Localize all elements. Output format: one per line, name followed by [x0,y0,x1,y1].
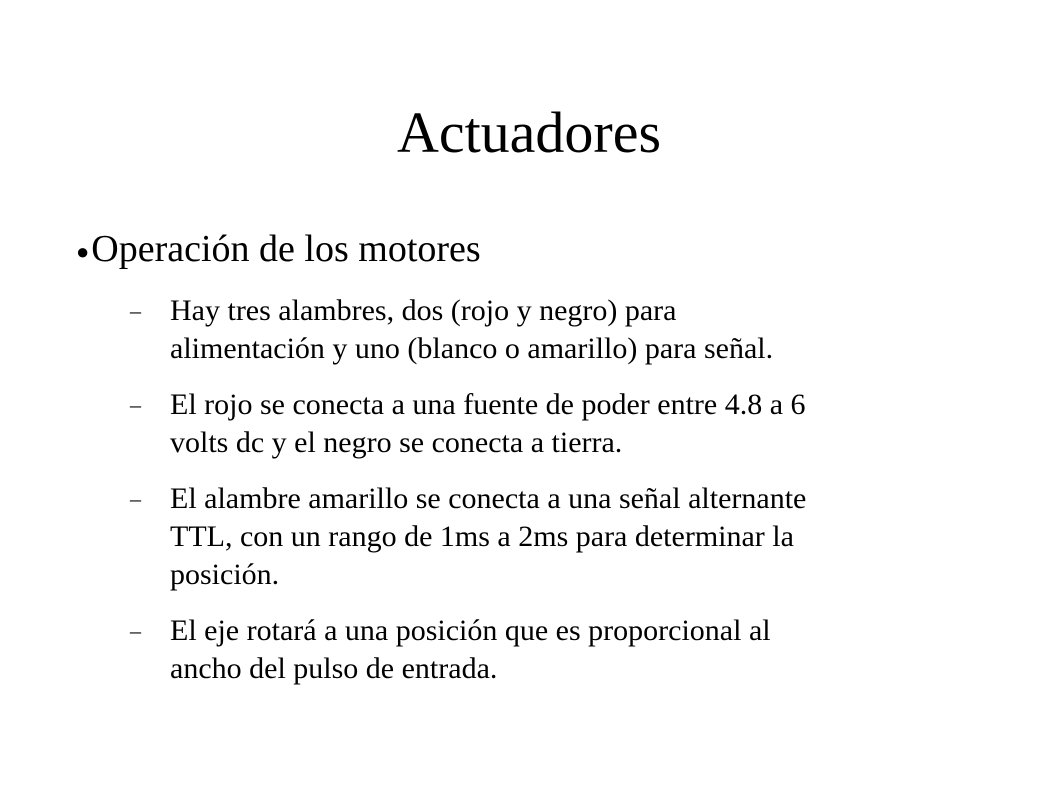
dash-icon: – [130,392,141,417]
sub-bullet-line: Hay tres alambres, dos (rojo y negro) para [170,294,677,327]
sub-bullet-item [130,612,1030,688]
sub-bullet-item [130,480,1030,594]
sub-bullet-line: volts dc y el negro se conecta a tierra. [170,426,623,459]
bullet-dot-icon: ● [76,239,90,264]
sub-bullet-line: TTL, con un rango de 1ms a 2ms para determinar la [170,520,794,553]
dash-icon: – [130,486,141,511]
dash-icon: – [130,298,141,323]
sub-bullet-line: posición. [170,558,280,591]
sub-bullet-line: El eje rotará a una posición que es proporcional al [170,614,771,647]
sub-bullet-list [130,292,1030,706]
dash-icon: – [130,618,141,643]
sub-bullet-line: El rojo se conecta a una fuente de poder entre 4.8 a 6 [170,388,806,421]
slide-title: Actuadores [396,100,662,165]
sub-bullet-line: ancho del pulso de entrada. [170,652,498,685]
bullet-text: Operación de los motores [91,228,481,270]
sub-bullet-line: alimentación y uno (blanco o amarillo) para señal. [170,332,774,365]
sub-bullet-item [130,292,1030,368]
sub-bullet-line: El alambre amarillo se conecta a una señal alternante [170,482,807,515]
bullet-item [76,226,481,275]
sub-bullet-item [130,386,1030,462]
